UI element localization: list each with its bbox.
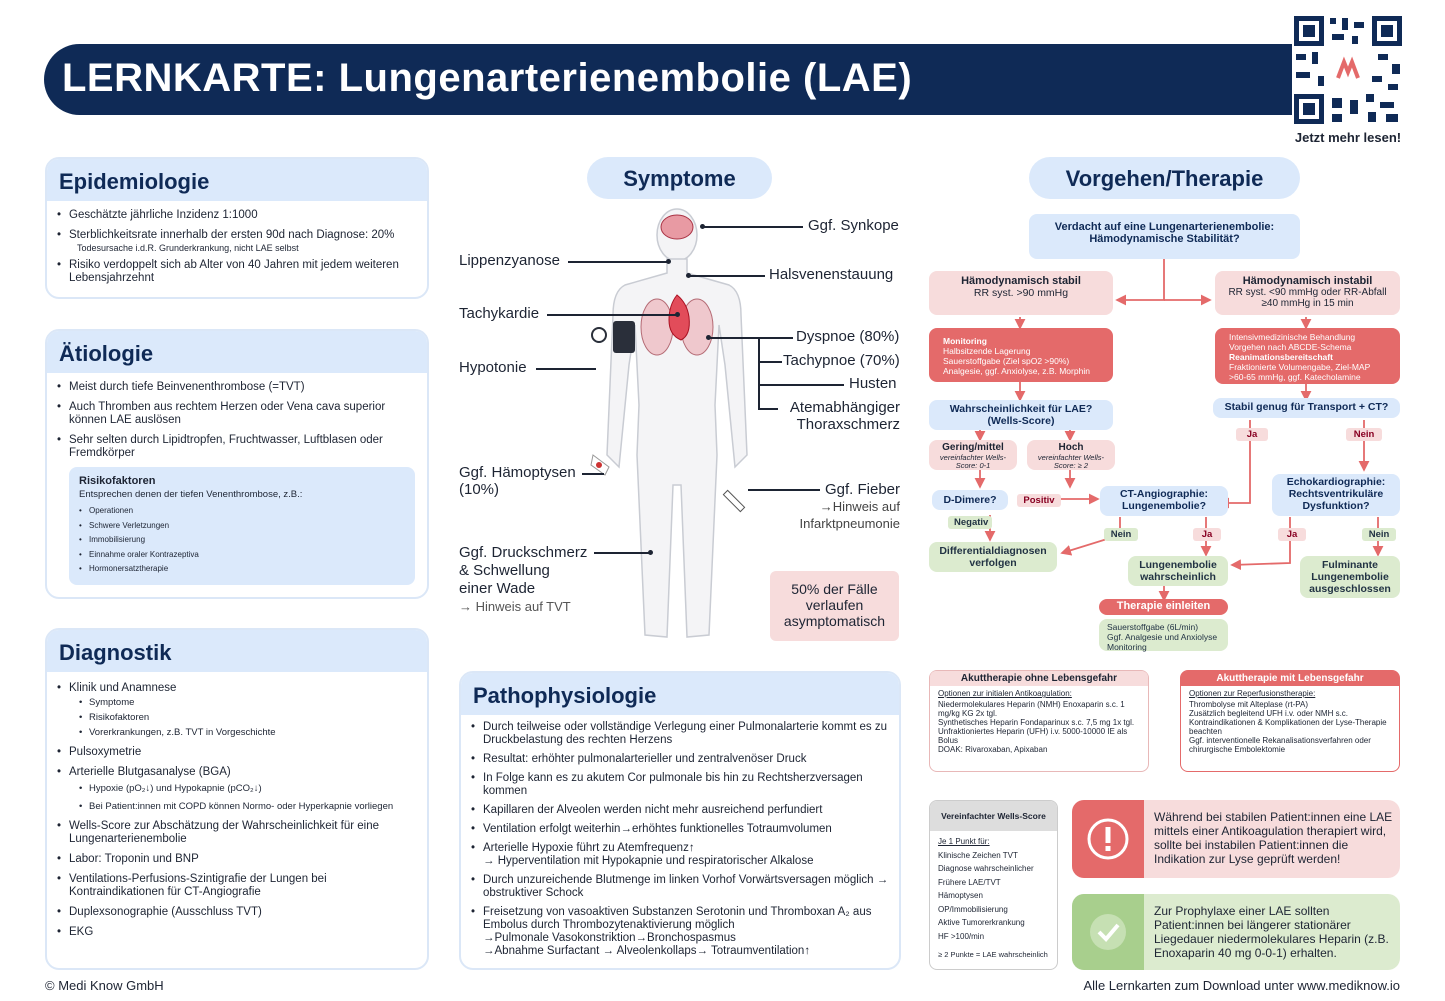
list-item: • Durch teilweise oder vollständige Verlegung einer Pulmonalarterie kommt es zu Druckbelastung des rechten Herzens	[471, 721, 889, 747]
connector-line	[594, 552, 650, 554]
flow-line: Thrombolyse mit Alteplase (rt-PA)	[1189, 700, 1308, 709]
tag-ja: Ja	[1236, 428, 1268, 441]
label-halsvenen: Halsvenenstauung	[769, 266, 894, 283]
connector-dot	[675, 312, 680, 317]
wells-item: Diagnose wahrscheinlicher	[938, 864, 1034, 873]
list-item: • Ventilation erfolgt weiterhin→erhöhtes funktionelles Totraumvolumen	[471, 823, 889, 836]
flow-line: Halbsitzende Lagerung	[943, 346, 1031, 356]
exclamation-icon	[1086, 817, 1130, 861]
qr-caption: Jetzt mehr lesen!	[1294, 130, 1402, 145]
list-item: • Auch Thromben aus rechtem Herzen oder Vena cava superior können LAE auslösen	[57, 401, 417, 427]
flow-gering	[929, 440, 1017, 470]
label-lippenzyanose: Lippenzyanose	[459, 252, 560, 269]
aetiologie-list	[47, 373, 427, 460]
flow-body	[930, 686, 1148, 757]
aetiologie-card	[45, 329, 429, 599]
flow-ddimer: D-Dimere?	[932, 490, 1008, 510]
label-husten: Husten	[849, 375, 897, 392]
risk-title: Risikofaktoren	[79, 475, 156, 487]
list-sub-item: →Pulmonale Vasokonstriktion→Bronchospasmus	[483, 932, 736, 944]
warning-box	[1072, 800, 1400, 878]
list-item: • Hormonersatztherapie	[79, 562, 405, 577]
qr-code[interactable]	[1292, 14, 1404, 126]
connector-line	[758, 384, 844, 386]
wells-item: Aktive Tumorerkrankung	[938, 918, 1025, 927]
flow-echo: Echokardiographie: Rechtsventrikuläre Dysfunktion?	[1272, 474, 1400, 516]
patho-card	[459, 671, 901, 970]
flow-mit-lebensgefahr	[1180, 670, 1400, 772]
flow-line: Niedermolekulares Heparin (NMH) Enoxaparin s.c. 1 mg/kg KG 2x tgl.	[938, 700, 1125, 718]
label-line: (10%)	[459, 481, 500, 498]
qr-code-icon	[1292, 14, 1404, 126]
list-item: • Wells-Score zur Abschätzung der Wahrscheinlichkeit für eine Lungenarterienembolie	[57, 820, 417, 846]
diagnostik-heading: Diagnostik	[47, 630, 427, 672]
list-item: • In Folge kann es zu akutem Cor pulmonale bis hin zu Rechtsherzversagen kommen	[471, 772, 889, 798]
flow-fulminant: Fulminante Lungenembolie ausgeschlossen	[1300, 556, 1400, 598]
flow-title: Hämodynamisch instabil	[1242, 275, 1373, 287]
check-icon	[1088, 912, 1128, 952]
list-item: • Durch unzureichende Blutmenge im linken Vorhof Vorwärtsversagen möglich → obstruktiver Schock	[471, 874, 889, 900]
sub-item: • Risikofaktoren	[79, 712, 417, 724]
flow-sub: vereinfachter Wells-Score: ≥ 2	[1037, 453, 1105, 470]
list-item: • Duplexsonographie (Ausschluss TVT)	[57, 906, 417, 919]
flow-wells-question: Wahrscheinlichkeit für LAE? (Wells-Score)	[929, 400, 1113, 430]
label-tachykardie: Tachykardie	[459, 305, 540, 322]
list-item	[57, 766, 417, 813]
flow-ct: CT-Angiographie: Lungenembolie?	[1100, 486, 1228, 516]
connector-line	[689, 275, 765, 277]
list-item: • Sehr selten durch Lipidtropfen, Fruchtwasser, Luftblasen oder Fremdkörper	[57, 434, 417, 460]
diagnostik-list	[47, 672, 427, 939]
sub-item: • Bei Patient:innen mit COPD können Normo- oder Hyperkapnie vorliegen	[79, 801, 417, 813]
list-item: • Ventilations-Perfusions-Szintigrafie der Lungen bei Kontraindikationen für CT-Angiografie	[57, 873, 417, 899]
flow-differentialdiagnosen: Differentialdiagnosen verfolgen	[929, 542, 1057, 572]
flow-line: DOAK: Rivaroxaban, Apixaban	[938, 745, 1048, 754]
risk-factors-box	[69, 467, 415, 585]
label-haemoptysen	[459, 464, 576, 498]
flow-monitoring-instabil	[1215, 328, 1400, 384]
flow-transport-question: Stabil genug für Transport + CT?	[1213, 398, 1400, 418]
flow-sub: RR syst. <90 mmHg oder RR-Abfall ≥40 mmHg in 15 min	[1228, 287, 1387, 309]
connector-line	[703, 226, 803, 228]
flow-line: Ggf. interventionelle Rekanalisationsverfahren oder chirurgische Embolektomie	[1189, 736, 1371, 754]
flow-title: Akuttherapie mit Lebensgefahr	[1181, 671, 1399, 686]
label-line: Ggf. Hämoptysen	[459, 464, 576, 481]
list-item	[57, 229, 417, 255]
list-sub-item: → Hyperventilation mit Hypokapnie und respiratorischer Alkalose	[483, 855, 814, 867]
wells-item: HF >100/min	[938, 931, 985, 941]
list-item: • EKG	[57, 926, 417, 939]
wells-score-box	[929, 800, 1058, 970]
tag-negativ: Negativ	[948, 516, 992, 529]
label-synkope: Ggf. Synkope	[808, 217, 899, 234]
flow-title: Akuttherapie ohne Lebensgefahr	[930, 671, 1148, 686]
flow-title: Hämodynamisch stabil	[961, 275, 1081, 287]
tag-ja: Ja	[1278, 528, 1306, 541]
label-fieber	[790, 481, 900, 532]
tag-positiv: Positiv	[1017, 494, 1061, 507]
wells-title: Vereinfachter Wells-Score	[930, 801, 1057, 831]
flow-line: Sauerstoffgabe (6L/min)	[1107, 622, 1199, 632]
wells-item: Frühere LAE/TVT	[938, 877, 1001, 887]
sub-item: • Vorerkrankungen, z.B. TVT in Vorgeschichte	[79, 727, 417, 739]
label-line: → Hinweis auf TVT	[459, 599, 571, 614]
list-item: • Kapillaren der Alveolen werden nicht mehr ausreichend perfundiert	[471, 804, 889, 817]
list-item-text: Arterielle Blutgasanalyse (BGA)	[69, 766, 231, 778]
aetiologie-heading: Ätiologie	[47, 331, 427, 373]
flow-sub: vereinfachter Wells-Score: 0-1	[939, 453, 1007, 470]
list-item-text: Arterielle Hypoxie führt zu Atemfrequenz↑	[483, 842, 695, 854]
prophylaxe-box	[1072, 894, 1400, 970]
flow-lungenembolie-wahrscheinlich: Lungenembolie wahrscheinlich	[1128, 556, 1228, 586]
flow-line: Monitoring	[1107, 642, 1147, 652]
epidemiologie-list	[47, 201, 427, 300]
risk-list	[79, 504, 405, 577]
symptome-heading: Symptome	[587, 157, 772, 199]
connector-line	[568, 261, 668, 263]
connector-line	[758, 361, 782, 363]
flow-hoch	[1027, 440, 1115, 470]
label-line: & Schwellung	[459, 562, 550, 579]
therapie-heading: Vorgehen/Therapie	[1029, 157, 1300, 199]
flow-stabil	[929, 271, 1113, 315]
flow-line: Zusätzlich begleitend UFH i.v. oder NMH s.c.	[1189, 709, 1349, 718]
tag-nein: Nein	[1362, 528, 1396, 541]
flow-line: Sauerstoffgabe (Ziel spO2 >90%)	[943, 356, 1070, 366]
flow-therapie-einleiten: Therapie einleiten	[1099, 599, 1228, 615]
tag-nein: Nein	[1346, 428, 1382, 441]
list-item: • Meist durch tiefe Beinvenenthrombose (=TVT)	[57, 381, 417, 394]
asymptomatic-note: 50% der Fälle verlaufen asymptomatisch	[770, 571, 899, 641]
flow-line: Optionen zur Reperfusionstherapie:	[1189, 689, 1316, 698]
flow-sub: RR syst. >90 mmHg	[973, 287, 1069, 299]
list-item	[471, 906, 889, 958]
flow-instabil	[1215, 271, 1400, 315]
tag-ja: Ja	[1193, 528, 1221, 541]
flow-title: Gering/mittel	[942, 442, 1004, 453]
list-sub-item: Todesursache i.d.R. Grunderkrankung, nicht LAE selbst	[77, 243, 299, 253]
connector-line	[582, 473, 604, 475]
epidemiologie-heading: Epidemiologie	[47, 159, 427, 201]
list-item: • Schwere Verletzungen	[79, 519, 405, 534]
warning-text: Während bei stabilen Patient:innen eine LAE mittels einer Antikoagulation therapiert wird, sollte bei instabilen Patient:innen die Indikation zur Lyse geprüft werden!	[1154, 810, 1393, 866]
list-item-text: Freisetzung von vasoaktiven Substanzen Serotonin und Thromboxan A₂ aus Embolus durch Thrombozytenaktivierung möglich	[483, 906, 872, 931]
patho-list	[461, 715, 899, 958]
footer-download-link[interactable]: Alle Lernkarten zum Download unter www.mediknow.io	[1083, 978, 1400, 993]
flow-line: Analgesie, ggf. Anxiolyse, z.B. Morphin	[943, 366, 1090, 376]
list-item: • Pulsoxymetrie	[57, 746, 417, 759]
connector-line	[758, 337, 760, 409]
label-hypotonie: Hypotonie	[459, 359, 527, 376]
wells-intro: Je 1 Punkt für:	[938, 837, 990, 846]
list-item: • Labor: Troponin und BNP	[57, 853, 417, 866]
epidemiologie-card	[45, 157, 429, 299]
wells-item: Klinische Zeichen TVT	[938, 850, 1018, 860]
wells-item: OP/Immobilisierung	[938, 904, 1008, 914]
flow-title: Hoch	[1058, 442, 1084, 453]
flow-einleiten-list	[1099, 619, 1228, 651]
list-item: • Risiko verdoppelt sich ab Alter von 40 Jahren mit jedem weiteren Lebensjahrzehnt	[57, 259, 417, 285]
label-line: Ggf. Fieber	[824, 481, 900, 498]
label-druckschmerz	[459, 544, 587, 616]
label-tachypnoe: Tachypnoe (70%)	[783, 352, 900, 369]
connector-line	[709, 337, 793, 339]
flow-line: Optionen zur initialen Antikoagulation:	[938, 689, 1072, 698]
connector-line	[547, 314, 677, 316]
list-item: • Geschätzte jährliche Inzidenz 1:1000	[57, 209, 417, 222]
wells-item: Hämoptysen	[938, 891, 983, 900]
body-figure-icon	[585, 205, 775, 650]
list-item: • Immobilisierung	[79, 533, 405, 548]
wells-body	[930, 831, 1057, 966]
list-sub-item: →Abnahme Surfactant → Alveolenkollaps→ Totraumventilation↑	[483, 945, 811, 957]
flow-line: Reanimationsbereitschaft	[1229, 352, 1333, 362]
label-line: Ggf. Druckschmerz	[459, 544, 588, 561]
flow-line: Synthetisches Heparin Fondaparinux s.c. 7,5 mg 1x tgl.	[938, 718, 1135, 727]
page-title: LERNKARTE: Lungenarterienembolie (LAE)	[62, 56, 913, 100]
label-line: Infarktpneumonie	[799, 516, 900, 531]
sub-item: • Symptome	[79, 697, 417, 709]
flow-line: Monitoring	[943, 336, 987, 346]
list-item	[57, 682, 417, 739]
list-item-text: Klinik und Anamnese	[69, 682, 177, 694]
flow-line: Fraktionierte Volumengabe, Ziel-MAP >60-65 mmHg, ggf. Katecholamine	[1229, 362, 1371, 382]
list-item: • Einnahme oraler Kontrazeptiva	[79, 548, 405, 563]
label-line: →Hinweis auf	[819, 499, 900, 514]
flow-line: Intensivmedizinische Behandlung	[1229, 332, 1356, 342]
tag-nein: Nein	[1104, 528, 1138, 541]
connector-line	[536, 368, 596, 370]
list-item: • Resultat: erhöhter pulmonalarterieller und zentralvenöser Druck	[471, 753, 889, 766]
flow-line: Kontraindikationen & Komplikationen der Lyse-Therapie beachten	[1189, 718, 1387, 736]
title-bar	[44, 44, 1294, 115]
diagnostik-card	[45, 628, 429, 970]
list-item	[471, 842, 889, 868]
label-dyspnoe: Dyspnoe (80%)	[796, 328, 900, 345]
flow-ohne-lebensgefahr	[929, 670, 1149, 772]
footer-copyright: © Medi Know GmbH	[45, 978, 164, 993]
flow-monitoring-stabil	[929, 328, 1113, 382]
connector-dot	[666, 259, 671, 264]
prophylaxe-text: Zur Prophylaxe einer LAE sollten Patient:innen bei längerer stationärer Liegedauer niedermolekulares Heparin (z.B. Enoxaparin 40 mg 0-0-1) erhalten.	[1154, 904, 1389, 960]
list-item-text: Sterblichkeitsrate innerhalb der ersten 90d nach Diagnose: 20%	[69, 229, 395, 241]
flow-line: Unfraktioniertes Heparin (UFH) i.v. 5000-10000 IE als Bolus	[938, 727, 1128, 745]
flow-line: Ggf. Analgesie und Anxiolyse	[1107, 632, 1218, 642]
risk-intro: Entsprechen denen der tiefen Venenthrombose, z.B.:	[79, 489, 303, 500]
label-line: einer Wade	[459, 580, 536, 597]
connector-dot	[648, 550, 653, 555]
sub-list	[69, 783, 417, 813]
label-line: Atemabhängiger	[789, 399, 900, 416]
list-item: • Operationen	[79, 504, 405, 519]
flow-body	[1181, 686, 1399, 757]
flow-line: Vorgehen nach ABCDE-Schema	[1229, 342, 1352, 352]
label-thoraxschmerz	[783, 399, 900, 433]
flow-verdacht: Verdacht auf eine Lungenarterienembolie: Hämodynamische Stabilität?	[1029, 214, 1300, 259]
patho-heading: Pathophysiologie	[461, 673, 899, 715]
sub-item: • Hypoxie (pO₂↓) und Hypokapnie (pCO₂↓)	[79, 783, 417, 795]
label-line: Thoraxschmerz	[796, 416, 900, 433]
connector-line	[758, 408, 778, 410]
wells-result: ≥ 2 Punkte = LAE wahrscheinlich	[938, 950, 1048, 959]
sub-list	[69, 697, 417, 739]
